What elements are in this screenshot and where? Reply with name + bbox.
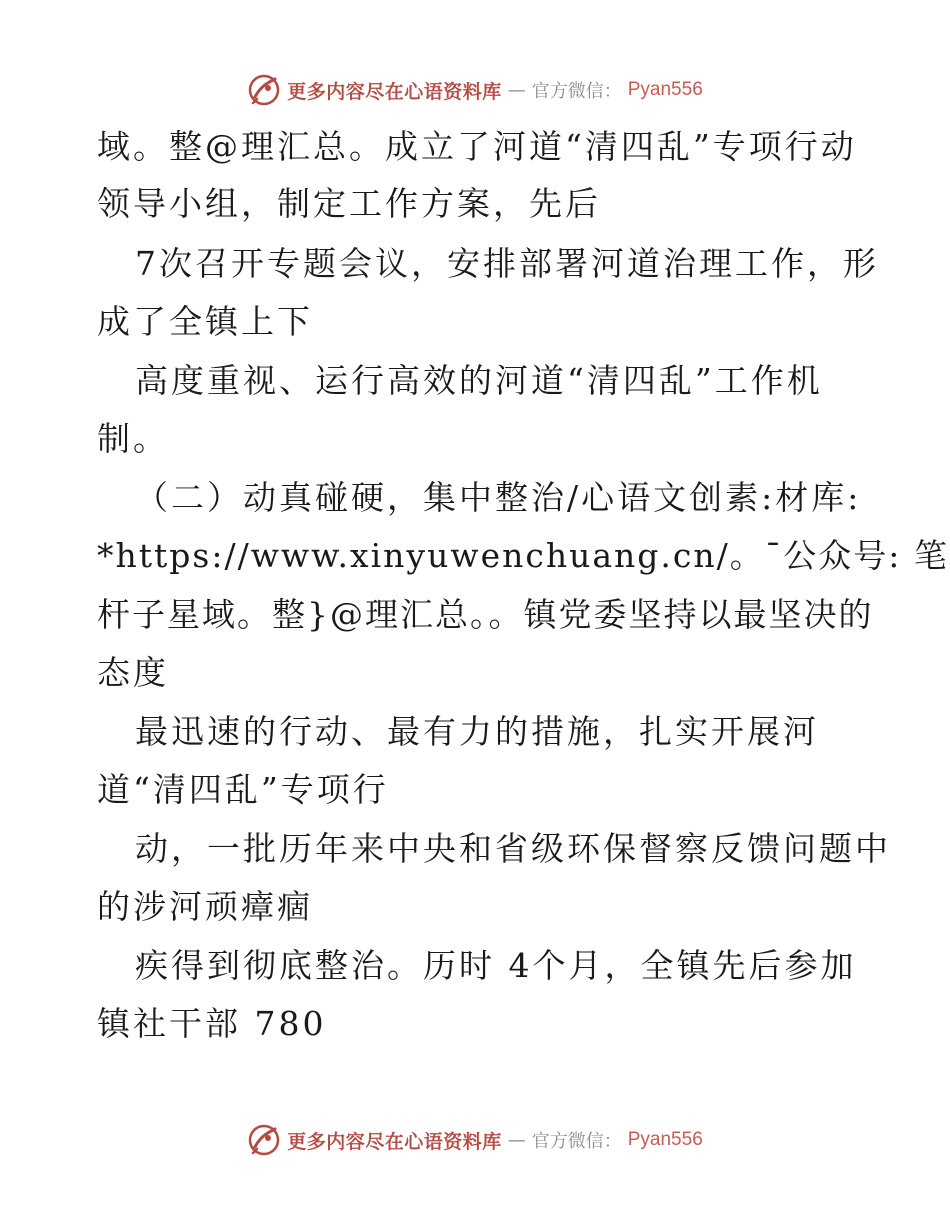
brush-logo-icon	[247, 1123, 281, 1157]
body-line: 道“清四乱”专项行	[97, 770, 389, 809]
body-line: 态度	[97, 653, 169, 692]
body-line: 7次召开专题会议，安排部署河道治理工作，形	[135, 244, 879, 283]
banner-separator: —	[507, 79, 526, 101]
banner-text: 更多内容尽在心语资料库	[287, 1130, 502, 1153]
brush-logo-icon	[247, 73, 281, 107]
body-line: 高度重视、运行高效的河道“清四乱”工作机	[135, 361, 823, 400]
body-line: *https://www.xinyuwenchuang.cn/。¯公众号: 笔	[97, 536, 949, 575]
body-line: 疾得到彻底整治。历时 4个月，全镇先后参加	[135, 946, 857, 985]
banner-separator: —	[507, 1129, 526, 1151]
body-line: 的涉河顽瘴痼	[97, 887, 313, 926]
body-line: 动，一批历年来中央和省级环保督察反馈问题中	[135, 829, 891, 868]
header-banner	[0, 70, 950, 110]
body-line: 制。	[97, 419, 169, 458]
footer-banner	[0, 1120, 950, 1160]
banner-wechat-id: Pyan556	[627, 79, 703, 100]
body-line: （二）动真碰硬，集中整治/心语文创素:材库:	[135, 478, 862, 517]
body-line: 杆子星域。整}@理汇总。。镇党委坚持以最坚决的	[97, 595, 874, 634]
body-line: 镇社干部 780	[97, 1004, 327, 1043]
body-line: 域。整@理汇总。成立了河道“清四乱”专项行动	[97, 127, 857, 166]
body-line: 最迅速的行动、最有力的措施，扎实开展河	[135, 712, 819, 751]
banner-wechat-id: Pyan556	[627, 1129, 703, 1150]
body-line: 成了全镇上下	[97, 302, 313, 341]
body-line: 领导小组，制定工作方案，先后	[97, 184, 601, 223]
banner-wechat-label: 官方微信：	[531, 1131, 622, 1152]
banner-wechat-label: 官方微信：	[531, 81, 622, 102]
banner-text: 更多内容尽在心语资料库	[287, 80, 502, 103]
